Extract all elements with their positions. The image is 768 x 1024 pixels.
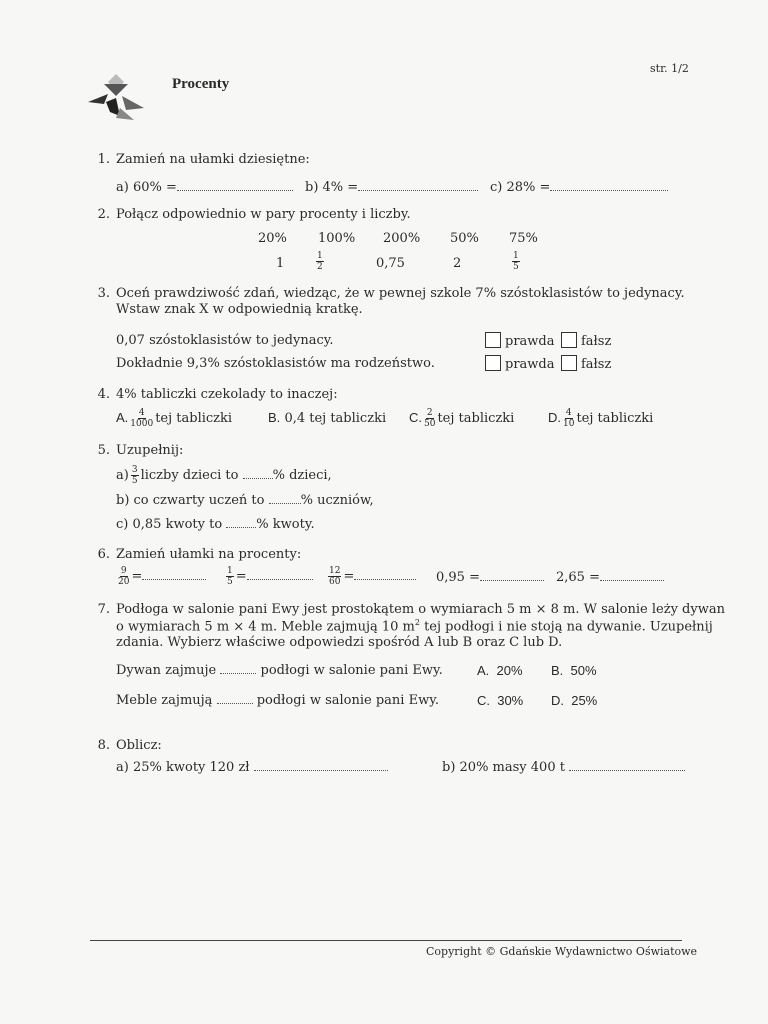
- q6-item-2: $\frac{1}{5}$ =: [224, 566, 313, 587]
- q2-number-2: 0,75: [376, 256, 405, 271]
- q6-item-3: $\frac{12}{60}$ =: [326, 566, 416, 587]
- q4-option-a: A. $\frac{4}{1000}$ tej tabliczki: [116, 408, 233, 429]
- q5-c: c) 0,85 kwoty to % kwoty.: [116, 517, 315, 532]
- q3-statement-2: Dokładnie 9,3% szóstoklasistów ma rodzeństwo.: [116, 356, 435, 371]
- q3-instruction: Wstaw znak X w odpowiednią kratkę.: [116, 302, 363, 317]
- tangram-logo: [86, 72, 146, 122]
- q2-fraction-fifth: $\frac{1}{5}$: [513, 251, 519, 272]
- q8-b: b) 20% masy 400 t: [442, 760, 685, 775]
- q7-option-d: D. 25%: [551, 693, 598, 708]
- q1-title: 1. Zamień na ułamki dziesiętne:: [97, 152, 310, 167]
- q5-title: 5. Uzupełnij:: [97, 443, 184, 458]
- q7-option-a: A. 20%: [477, 663, 523, 678]
- q3-s2-true: prawda: [485, 355, 555, 372]
- footer-copyright: Copyright © Gdańskie Wydawnictwo Oświatowe: [426, 945, 698, 958]
- footer-divider: [90, 940, 682, 941]
- q7-line-2: o wymiarach 5 m × 4 m. Meble zajmują 10 $m^2$ tej podłogi i nie stoją na dywanie. Uzupełnij: [116, 618, 713, 635]
- q3-s2-false: fałsz: [561, 355, 611, 372]
- q7-sentence-2: Meble zajmują podłogi w salonie pani Ewy.: [116, 693, 439, 708]
- q3-s1-false: fałsz: [561, 332, 611, 349]
- q4-option-d: D. $\frac{4}{10}$ tej tabliczki: [548, 408, 654, 429]
- q2-fraction-half: $\frac{1}{2}$: [317, 251, 323, 272]
- q5-b: b) co czwarty uczeń to % uczniów,: [116, 493, 374, 508]
- q2-percent-1: 20%: [258, 231, 287, 246]
- checkbox-true-2[interactable]: [485, 355, 501, 371]
- q2-percent-4: 50%: [450, 231, 479, 246]
- q4-option-b: B. 0,4 tej tabliczki: [268, 410, 387, 426]
- q1-b: b) 4% =: [305, 180, 478, 195]
- q2-percent-3: 200%: [383, 231, 421, 246]
- q7-option-c: C. 30%: [477, 693, 524, 708]
- q6-item-5: 2,65 =: [556, 570, 664, 585]
- q6-item-4: 0,95 =: [436, 570, 544, 585]
- q6-item-1: $\frac{9}{20}$ =: [116, 566, 206, 587]
- q2-percent-5: 75%: [509, 231, 538, 246]
- checkbox-false-2[interactable]: [561, 355, 577, 371]
- q1-a: a) 60% =: [116, 180, 293, 195]
- page-title: Procenty: [172, 76, 230, 92]
- q8-title: 8. Oblicz:: [97, 738, 162, 753]
- checkbox-true-1[interactable]: [485, 332, 501, 348]
- q2-number-3: 2: [453, 256, 462, 271]
- q7-sentence-1: Dywan zajmuje podłogi w salonie pani Ewy.: [116, 663, 443, 678]
- q7-option-b: B. 50%: [551, 663, 597, 678]
- page-number: str. 1/2: [650, 62, 689, 75]
- q3-s1-true: prawda: [485, 332, 555, 349]
- q3-title: 3. Oceń prawdziwość zdań, wiedząc, że w pewnej szkole 7% szóstoklasistów to jedynacy.: [97, 286, 685, 301]
- checkbox-false-1[interactable]: [561, 332, 577, 348]
- q7-line-3: zdania. Wybierz właściwe odpowiedzi spośród A lub B oraz C lub D.: [116, 635, 563, 650]
- q4-title: 4. 4% tabliczki czekolady to inaczej:: [97, 387, 338, 402]
- q6-title: 6. Zamień ułamki na procenty:: [97, 547, 302, 562]
- q4-option-c: C. $\frac{2}{50}$ tej tabliczki: [409, 408, 515, 429]
- q5-a: a) $\frac{3}{5}$ liczby dzieci to % dzieci,: [116, 465, 332, 486]
- q7-title: 7. Podłoga w salonie pani Ewy jest prostokątem o wymiarach 5 m × 8 m. W salonie leży dywan: [97, 602, 725, 617]
- q2-number-1: 1: [276, 256, 285, 271]
- q8-a: a) 25% kwoty 120 zł: [116, 760, 388, 775]
- q2-percent-2: 100%: [318, 231, 356, 246]
- q3-statement-1: 0,07 szóstoklasistów to jedynacy.: [116, 333, 334, 348]
- q1-c: c) 28% =: [490, 180, 668, 195]
- q2-title: 2. Połącz odpowiednio w pary procenty i liczby.: [97, 207, 411, 222]
